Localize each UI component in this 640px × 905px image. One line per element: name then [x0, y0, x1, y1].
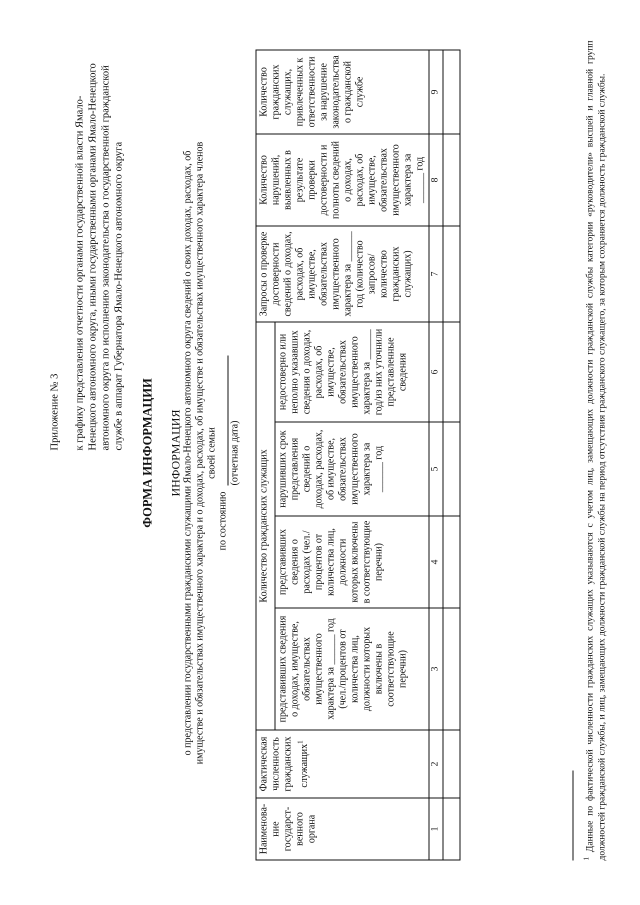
- col-number: 3: [429, 608, 443, 730]
- header-col7: Запросы о проверке достоверности сведений о доходах, расходах, об имуществе, обязательствах имущественного характера за ______ год (количество запросов/количество гражданских служащих): [256, 225, 429, 321]
- table-cell: [443, 730, 460, 798]
- appendix-text: к графику представления отчетности органами государственной власти Ямало-Ненецкого автономного округа, иными государственными органами Ямало-Ненецкого автономного округа по исполнению законодательства о государственной гражданской службе в аппарат Губернатора Ямало-Ненецкого автономного округа: [74, 62, 124, 450]
- col-number: 2: [429, 730, 443, 798]
- state-label: по состоянию: [217, 491, 228, 550]
- table-cell: [443, 798, 460, 860]
- column-number-row: [429, 49, 443, 859]
- header-col8: Количество нарушений, выявленных в результате проверки достоверности и полноты сведений о доходах, расходах, об имуществе, обязательствах имущественного характера за ______ год: [256, 133, 429, 225]
- form-title: ФОРМА ИНФОРМАЦИИ: [140, 377, 154, 528]
- header-group: Количество гражданских служащих: [256, 321, 275, 729]
- footnote: [580, 40, 608, 860]
- date-blank-line: [218, 355, 228, 485]
- col-number: 7: [429, 225, 443, 321]
- col-number: 1: [429, 798, 443, 860]
- table-cell: [443, 49, 460, 133]
- table-cell: [443, 608, 460, 730]
- info-title: ИНФОРМАЦИЯ: [168, 409, 182, 496]
- info-description: о представлении государственными гражданскими служащими Ямало-Ненецкого автономного округа сведений о своих доходах, расходах, об имуществе и обязательствах имущественного характера и о доходах, расходах, об имуществе и обязательствах имущественного характера членов своей семьи: [182, 141, 217, 764]
- header-row-1: [256, 49, 275, 859]
- appendix-block: [48, 55, 125, 450]
- info-table: [255, 49, 460, 860]
- table-cell: [443, 321, 460, 421]
- footnote-text: Данные по фактической численности гражданских служащих указываются с учетом лиц, замещающих должности гражданской службы категории «руководители» высшей и главной групп должностей гражданской службы, и лиц, замещающих должности гражданской службы на период отсутствия гражданского служащего, за которым сохраняется должность гражданской службы.: [585, 40, 608, 860]
- footnote-marker: 1: [582, 856, 590, 860]
- empty-data-row: [443, 49, 460, 859]
- header-col9: Количество гражданских служащих, привлеченных к ответственности за нарушение законодательства о гражданской службе: [256, 49, 429, 133]
- footnote-separator: [572, 770, 573, 860]
- header-col6: недостоверно или неполно указавших сведения о доходах, расходах, об имуществе, обязательствах имущественного характера за ______ год/из них уточнили представленные сведения: [275, 321, 429, 421]
- col-number: 9: [429, 49, 443, 133]
- header-col2-text: Фактическая численность гражданских служащих: [258, 736, 310, 791]
- header-col3: представивших сведения о доходах, имуществе, обязательствах имущественного характера за ______ год (чел./процентов от количества лиц, должности которых включены в соответствующие перечни): [275, 608, 429, 730]
- header-col5: нарушивших срок представления сведений о доходах, расходах, об имуществе, обязательствах имущественного характера за ______ год: [275, 422, 429, 516]
- col-number: 4: [429, 516, 443, 608]
- header-col1: Наименова-ние государст-венного органа: [256, 798, 429, 860]
- state-line: [217, 0, 228, 905]
- date-hint: (отчетная дата): [229, 420, 240, 485]
- col-number: 8: [429, 133, 443, 225]
- table-cell: [443, 516, 460, 608]
- footnote-ref: 1: [296, 739, 304, 744]
- header-col4: представивших сведения о расходах (чел./процентов от количества лиц, должности которых включены в соответствующие перечни): [275, 516, 429, 608]
- col-number: 5: [429, 422, 443, 516]
- table-cell: [443, 225, 460, 321]
- table-cell: [443, 133, 460, 225]
- header-col2: [256, 730, 429, 798]
- table-cell: [443, 422, 460, 516]
- appendix-number: Приложение № 3: [49, 373, 60, 450]
- col-number: 6: [429, 321, 443, 421]
